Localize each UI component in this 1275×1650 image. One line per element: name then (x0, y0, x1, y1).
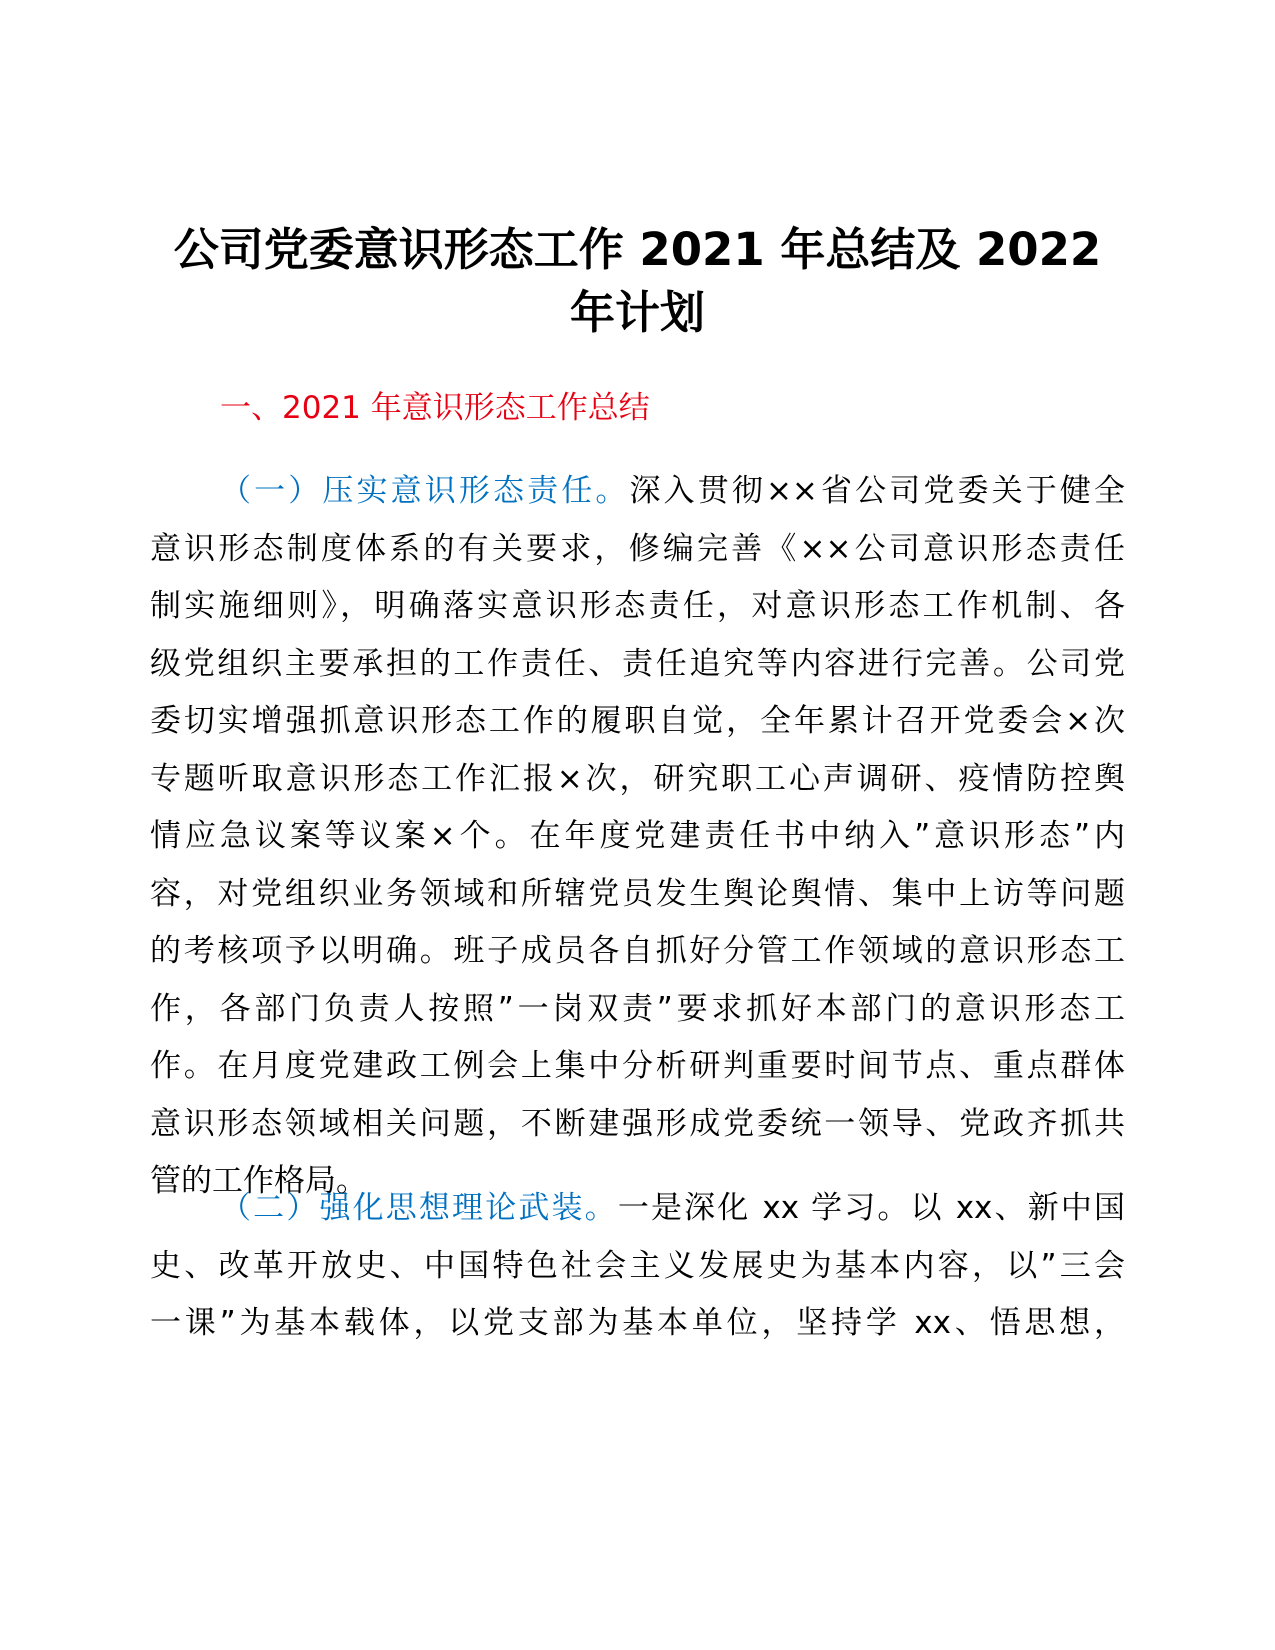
paragraph-line: 意识形态领域相关问题，不断建强形成党委统一领导、党政齐抓共 (150, 1105, 1125, 1142)
paragraph-1 (150, 463, 1125, 1211)
paragraph-line: 管的工作格局。 (150, 1163, 367, 1199)
paragraph-line: 意识形态制度体系的有关要求，修编完善《××公司意识形态责任 (150, 530, 1125, 567)
section-heading-1: 一、2021 年意识形态工作总结 (220, 390, 650, 426)
paragraph-line: 的考核项予以明确。班子成员各自抓好分管工作领域的意识形态工 (150, 933, 1125, 969)
paragraph-line: 制实施细则》，明确落实意识形态责任，对意识形态工作机制、各 (150, 588, 1125, 624)
paragraph-line: 作。在月度党建政工例会上集中分析研判重要时间节点、重点群体 (150, 1048, 1125, 1084)
paragraph-line: 作，各部门负责人按照”一岗双责”要求抓好本部门的意识形态工 (150, 990, 1125, 1027)
paragraph-line: （二）强化思想理论武装。一是深化 xx 学习。以 xx、新中国 (220, 1190, 1126, 1226)
document-title (150, 218, 1125, 344)
paragraph-lead: （二）强化思想理论武装。 (220, 1190, 618, 1226)
paragraph-2 (150, 1180, 1125, 1353)
paragraph-line: 一课”为基本载体，以党支部为基本单位，坚持学 xx、悟思想， (150, 1305, 1125, 1341)
paragraph-line: 级党组织主要承担的工作责任、责任追究等内容进行完善。公司党 (150, 645, 1125, 682)
paragraph-line: 专题听取意识形态工作汇报×次，研究职工心声调研、疫情防控舆 (150, 760, 1125, 797)
title-line-1: 公司党委意识形态工作 2021 年总结及 2022 (173, 223, 1102, 276)
paragraph-line: （一）压实意识形态责任。深入贯彻××省公司党委关于健全 (220, 473, 1126, 509)
paragraph-line: 情应急议案等议案×个。在年度党建责任书中纳入”意识形态”内 (150, 818, 1125, 854)
title-line-2: 年计划 (569, 286, 705, 339)
paragraph-line: 容，对党组织业务领域和所辖党员发生舆论舆情、集中上访等问题 (150, 875, 1125, 912)
paragraph-lead: （一）压实意识形态责任。 (220, 473, 630, 509)
paragraph-line: 史、改革开放史、中国特色社会主义发展史为基本内容，以”三会 (150, 1247, 1125, 1284)
paragraph-line: 委切实增强抓意识形态工作的履职自觉，全年累计召开党委会×次 (150, 703, 1125, 739)
